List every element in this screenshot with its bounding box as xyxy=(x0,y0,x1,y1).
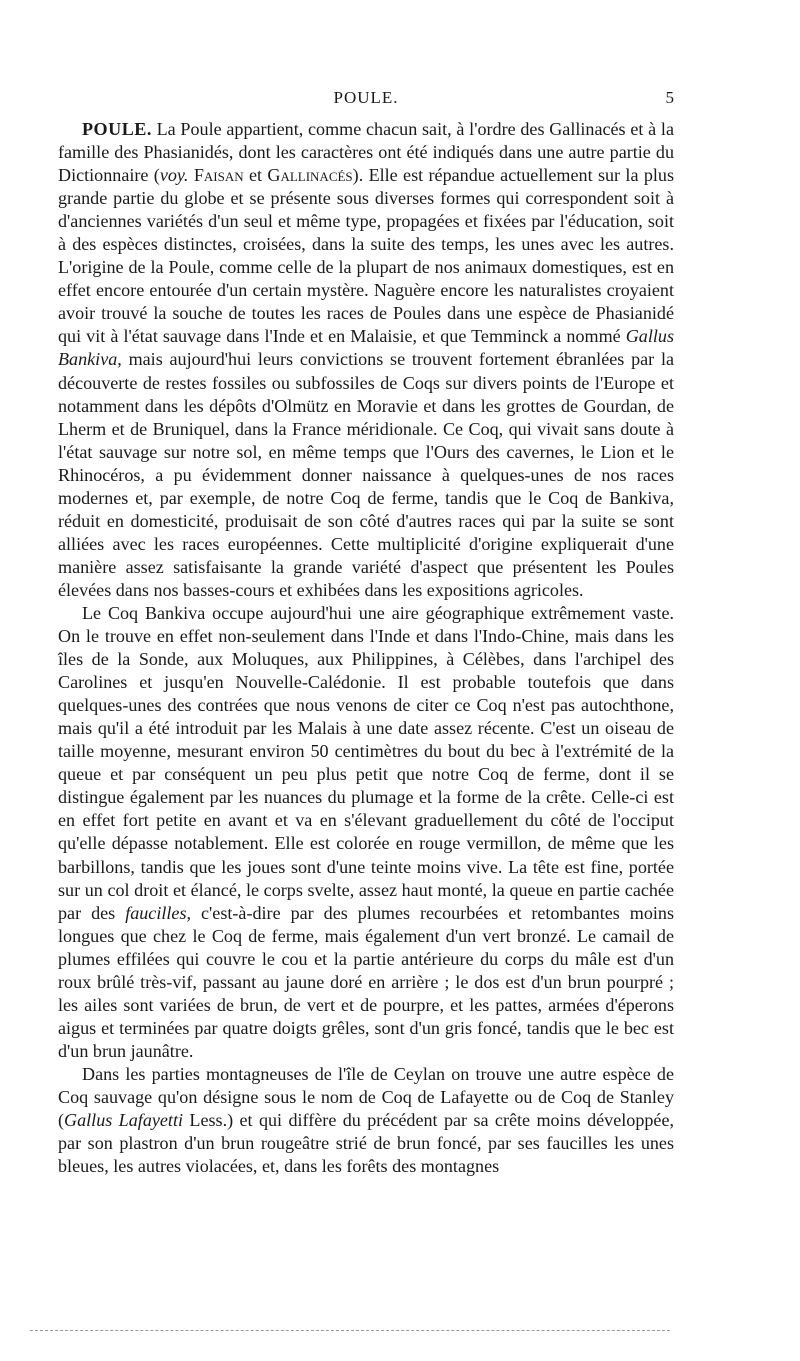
paragraph-3-text-b: Less.) et qui diffère du précédent par sa crête moins développée, par son plastron d'un brun rougeâtre strié de brun foncé, par ses faucilles les unes bleues, les autres violacées, et, dans les forêts des montagnes xyxy=(58,1110,674,1177)
species-name-gallus-bankiva: Gallus Bankiva, xyxy=(58,326,674,370)
paragraph-1-text-c: et xyxy=(243,165,268,186)
paragraph-1-text-e: mais aujourd'hui leurs convictions se trouvent fortement ébranlées par la découverte de restes fossiles ou subfossiles de Coqs sur divers points de l'Europe et notamment dans les dépôts d'Olmütz en Moravie et dans les grottes de Gourdan, de Lherm et de Bruniquel, dans la France méridionale. Ce Coq, qui vivait sans doute à l'état sauvage sur notre sol, en même temps que l'Ours des cavernes, le Lion et le Rhinocéros, a pu évidemment donner naissance à quelques-unes de nos races modernes et, par exemple, de notre Coq de ferme, tandis que le Coq de Bankiva, réduit en domesticité, produisait de son côté d'autres races qui par la suite se sont alliées avec les races européennes. Cette multiplicité d'origine expliquerait d'une manière assez satisfaisante la grande variété d'aspect que présentent les Poules élevées dans nos basses-cours et exhibées dans les expositions agricoles. xyxy=(58,349,674,600)
paragraph-2 xyxy=(58,602,674,1063)
page-header xyxy=(58,88,674,112)
running-title: POULE. xyxy=(333,88,399,107)
paragraph-3-text-a: Dans les parties montagneuses de l'île de Ceylan on trouve une autre espèce de Coq sauvage qu'on désigne sous le nom de Coq de Lafayette ou de Coq de Stanley ( xyxy=(58,1063,674,1131)
article-body xyxy=(58,118,674,1178)
bottom-scan-border xyxy=(30,1330,670,1331)
cross-reference-gallinaces: Gallinacés xyxy=(267,165,353,186)
paragraph-1-text-a: La Poule appartient, comme chacun sait, à l'ordre des Gallinacés et à la famille des Phasianidés, dont les caractères ont été indiqués dans une autre partie du Dictionnaire ( xyxy=(58,119,674,186)
paragraph-1 xyxy=(58,118,674,602)
voy-abbreviation: voy. xyxy=(159,165,189,186)
paragraph-1-text-d: ). Elle est répandue actuellement sur la plus grande partie du globe et se présente sous diverses formes qui correspondent soit à d'anciennes variétés d'un seul et même type, propagées et fixées par l'éducation, soit à des espèces distinctes, croisées, dans la suite des temps, les unes avec les autres. L'origine de la Poule, comme celle de la plupart de nos animaux domestiques, est en effet encore entourée d'un certain mystère. Naguère encore les naturalistes croyaient avoir trouvé la souche de toutes les races de Poules dans une espèce de Phasianidé qui vit à l'état sauvage dans l'Inde et en Malaisie, et que Temminck a nommé xyxy=(58,165,674,347)
paragraph-2-text-b: c'est-à-dire par des plumes recourbées et retombantes moins longues que chez le Coq de ferme, mais également d'un vert bronzé. Le camail de plumes effilées qui couvre le cou et la partie antérieure du corps du mâle est d'un roux brûlé très-vif, passant au jaune doré en arrière ; le dos est d'un brun pourpré ; les ailes sont variées de brun, de vert et de pourpre, et les pattes, armées d'éperons aigus et terminées par quatre doigts grêles, sont d'un gris foncé, tandis que le bec est d'un brun jaunâtre. xyxy=(58,902,675,1061)
page-number: 5 xyxy=(665,88,674,107)
cross-reference-faisan: Faisan xyxy=(193,165,244,186)
entry-headword: POULE. xyxy=(82,119,152,139)
species-name-gallus-lafayetti: Gallus Lafayetti xyxy=(64,1110,184,1131)
paragraph-3 xyxy=(58,1063,674,1178)
term-faucilles: faucilles, xyxy=(125,902,192,923)
paragraph-2-text-a: Le Coq Bankiva occupe aujourd'hui une aire géographique extrêmement vaste. On le trouve en effet non-seulement dans l'Inde et dans l'Indo-Chine, mais dans les îles de la Sonde, aux Moluques, aux Philippines, à Célèbes, dans l'archipel des Carolines et jusqu'en Nouvelle-Calédonie. Il est probable toutefois que dans quelques-unes des contrées que nous venons de citer ce Coq n'est pas autochthone, mais qu'il a été introduit par les Malais à une date assez récente. C'est un oiseau de taille moyenne, mesurant environ 50 centimètres du bout du bec à l'extrémité de la queue et par conséquent un peu plus petit que notre Coq de ferme, dont il se distingue également par les nuances du plumage et la forme de la crête. Celle-ci est en effet fort petite en avant et va en s'élevant graduellement du côté de l'occiput qu'elle dépasse notablement. Elle est colorée en rouge vermillon, de même que les barbillons, tandis que les joues sont d'une teinte moins vive. La tête est fine, portée sur un col droit et élancé, le corps svelte, assez haut monté, la queue en partie cachée par des xyxy=(58,602,674,923)
